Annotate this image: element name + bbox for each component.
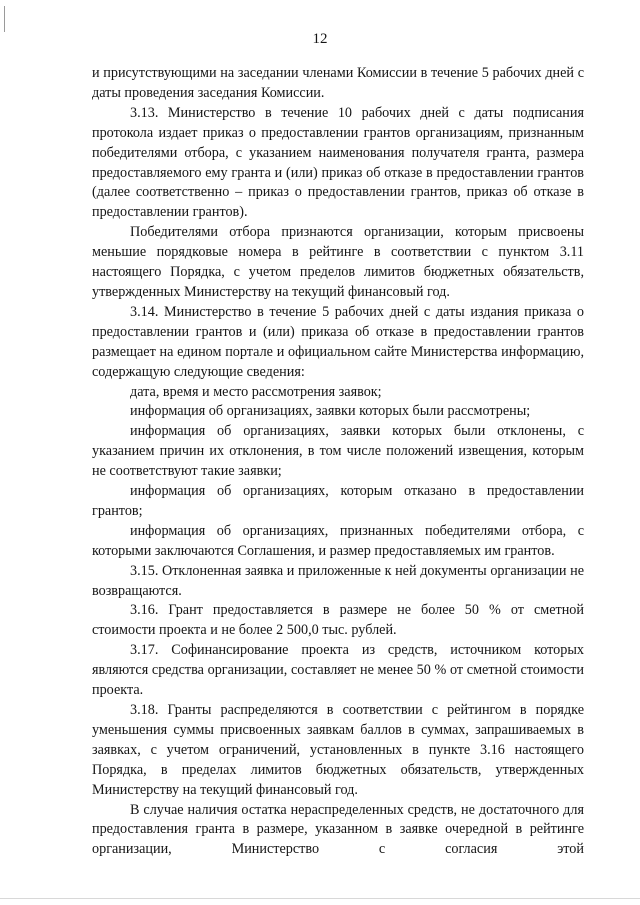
list-item-refused-grants: информация об организациях, которым отказано в предоставлении грантов; (92, 483, 584, 519)
paragraph-remaining-funds: В случае наличия остатка нераспределенных средств, не достаточного для предоставления гранта в размере, указанном в заявке очередной в рейтинге организации, Министерство с согласия этой (92, 801, 584, 858)
scan-bottom-edge (0, 898, 640, 899)
list-item-winners-agreements: информация об организациях, признанных победителями отбора, с которыми заключаются Соглашения, и размер предоставляемых им грантов. (92, 522, 584, 559)
paragraph-winners: Победителями отбора признаются организации, которым присвоены меньшие порядковые номера в рейтинге в соответствии с пунктом 3.11 настоящего Порядка, с учетом пределов лимитов бюджетных обязательств, утвержденных Министерству на текущий финансовый год. (92, 224, 584, 300)
scan-edge-mark (4, 6, 5, 32)
paragraph-continuation: и присутствующими на заседании членами Комиссии в течение 5 рабочих дней с даты проведения заседания Комиссии. (92, 65, 584, 101)
page-number: 12 (312, 31, 328, 47)
paragraph-3-16: 3.16. Грант предоставляется в размере не более 50 % от сметной стоимости проекта и не более 2 500,0 тыс. рублей. (92, 602, 584, 639)
paragraph-3-13: 3.13. Министерство в течение 10 рабочих дней с даты подписания протокола издает приказ о предоставлении грантов организациям, признанным победителями отбора, с указанием наименования получателя гранта, размера предоставляемого ему гранта и (или) приказ об отказе в предоставлении грантов (далее соответственно – приказ о предоставлении грантов, приказ об отказе в предоставлении грантов). (92, 104, 584, 221)
document-body (92, 64, 584, 860)
paragraph-3-18: 3.18. Гранты распределяются в соответствии с рейтингом в порядке уменьшения суммы присвоенных заявкам баллов в суммах, запрашиваемых в заявках, с учетом ограничений, установленных в пункте 3.16 настоящего Порядка, в пределах лимитов бюджетных обязательств, утвержденных Министерству на текущий финансовый год. (92, 702, 584, 798)
list-item-rejected-applications: информация об организациях, заявки которых были отклонены, с указанием причин их отклонения, в том числе положений извещения, которым не соответствуют такие заявки; (92, 423, 584, 480)
paragraph-3-17: 3.17. Софинансирование проекта из средств, источником которых являются средства организации, составляет не менее 50 % от сметной стоимости проекта. (92, 642, 584, 699)
list-item-date-time-place: дата, время и место рассмотрения заявок; (130, 383, 382, 400)
list-item-reviewed-applications: информация об организациях, заявки которых были рассмотрены; (130, 403, 531, 420)
paragraph-3-14: 3.14. Министерство в течение 5 рабочих дней с даты издания приказа о предоставлении грантов и (или) приказа об отказе в предоставлении грантов размещает на едином портале и официальном сайте Министерства информацию, содержащую следующие сведения: (92, 303, 584, 380)
paragraph-3-15: 3.15. Отклоненная заявка и приложенные к ней документы организации не возвращаются. (92, 562, 584, 599)
